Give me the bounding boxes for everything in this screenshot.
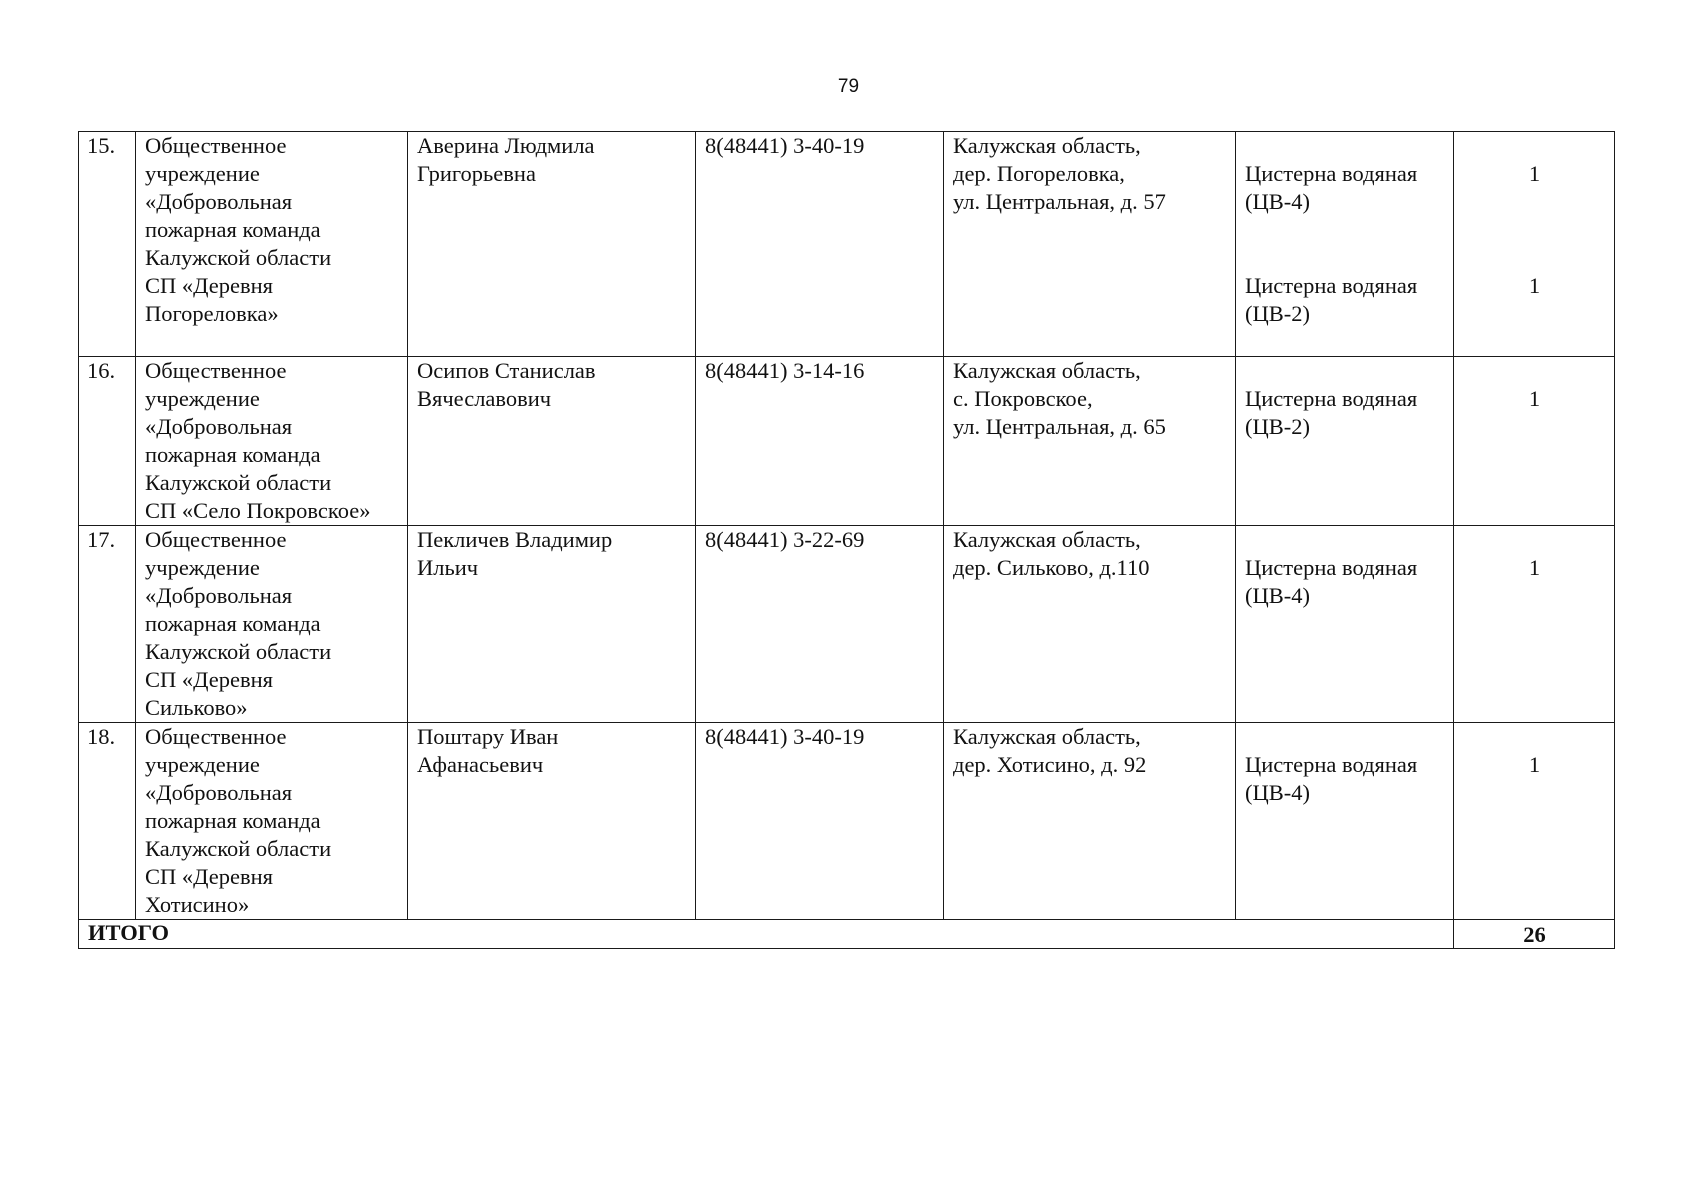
vehicle-type: Цистерна водяная (ЦВ-4) — [1245, 161, 1418, 214]
head-cell: Пекличев Владимир Ильич — [408, 526, 696, 723]
quantity-cell — [1454, 357, 1615, 526]
fire-brigade-table — [78, 131, 1615, 949]
phone-cell: 8(48441) 3-22-69 — [696, 526, 944, 723]
head-cell: Осипов Станислав Вячеславович — [408, 357, 696, 526]
vehicle-cell — [1236, 723, 1454, 920]
head-cell: Аверина Людмила Григорьевна — [408, 132, 696, 357]
table-row — [79, 723, 1615, 920]
vehicle-quantity: 1 — [1528, 752, 1541, 777]
address-cell: Калужская область, дер. Погореловка, ул. Центральная, д. 57 — [944, 132, 1236, 357]
vehicle-quantity: 1 — [1528, 273, 1541, 298]
address-cell: Калужская область, дер. Сильково, д.110 — [944, 526, 1236, 723]
quantity-cell — [1454, 526, 1615, 723]
vehicle-type: Цистерна водяная (ЦВ-4) — [1245, 752, 1418, 805]
phone-cell: 8(48441) 3-14-16 — [696, 357, 944, 526]
quantity-cell — [1454, 723, 1615, 920]
row-number: 18. — [79, 723, 136, 920]
organization-cell: Общественное учреждение «Добровольная пожарная команда Калужской области СП «Село Покровское» — [136, 357, 408, 526]
vehicle-cell — [1236, 526, 1454, 723]
table-row — [79, 526, 1615, 723]
organization-cell: Общественное учреждение «Добровольная пожарная команда Калужской области СП «Деревня Погореловка» — [136, 132, 408, 357]
row-number: 16. — [79, 357, 136, 526]
vehicle-quantity: 1 — [1528, 386, 1541, 411]
phone-cell: 8(48441) 3-40-19 — [696, 132, 944, 357]
vehicle-type: Цистерна водяная (ЦВ-2) — [1245, 386, 1418, 439]
total-row — [79, 920, 1615, 949]
page-number: 79 — [837, 76, 860, 97]
total-label: ИТОГО — [79, 920, 1454, 949]
organization-cell: Общественное учреждение «Добровольная пожарная команда Калужской области СП «Деревня Хотисино» — [136, 723, 408, 920]
vehicle-quantity: 1 — [1528, 161, 1541, 186]
vehicle-type: Цистерна водяная (ЦВ-4) — [1245, 555, 1418, 608]
table-row — [79, 357, 1615, 526]
row-number: 17. — [79, 526, 136, 723]
row-number: 15. — [79, 132, 136, 357]
total-value: 26 — [1454, 920, 1615, 949]
vehicle-type: Цистерна водяная (ЦВ-2) — [1245, 273, 1418, 326]
vehicle-cell — [1236, 132, 1454, 357]
head-cell: Поштару Иван Афанасьевич — [408, 723, 696, 920]
vehicle-cell — [1236, 357, 1454, 526]
address-cell: Калужская область, с. Покровское, ул. Центральная, д. 65 — [944, 357, 1236, 526]
address-cell: Калужская область, дер. Хотисино, д. 92 — [944, 723, 1236, 920]
table-row — [79, 132, 1615, 357]
vehicle-quantity: 1 — [1528, 555, 1541, 580]
phone-cell: 8(48441) 3-40-19 — [696, 723, 944, 920]
organization-cell: Общественное учреждение «Добровольная пожарная команда Калужской области СП «Деревня Сильково» — [136, 526, 408, 723]
quantity-cell — [1454, 132, 1615, 357]
